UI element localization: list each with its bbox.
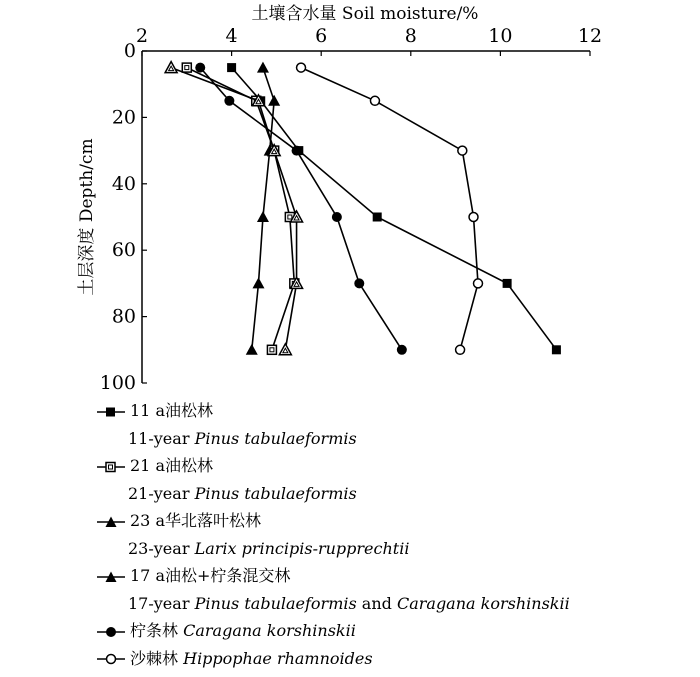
data-point-s5-30 bbox=[292, 146, 302, 156]
legend-entry-en-s4 bbox=[96, 590, 696, 618]
data-point-s1-70 bbox=[503, 279, 512, 288]
data-point-s6-50 bbox=[469, 213, 478, 222]
legend-label-en-lead-s3: 23-year bbox=[128, 538, 190, 558]
data-point-s1-90 bbox=[552, 345, 561, 354]
legend-label-cn-s4: 17 a油松+柠条混交林 bbox=[130, 566, 291, 585]
legend-entry-en-s2 bbox=[96, 480, 696, 508]
y-tick-label: 0 bbox=[123, 40, 136, 62]
legend-label-en-lead-s1: 11-year bbox=[128, 428, 190, 448]
data-point-s3-90 bbox=[246, 344, 258, 355]
y-tick-label: 60 bbox=[111, 239, 136, 262]
y-tick-label: 100 bbox=[99, 372, 136, 394]
legend-entry-s2 bbox=[96, 452, 696, 480]
legend-entry-s4 bbox=[96, 562, 696, 590]
legend-label-cn-s3: 23 a华北落叶松林 bbox=[130, 511, 261, 530]
y-axis-title: 土层深度 Depth/cm bbox=[77, 138, 97, 296]
legend-marker-s2 bbox=[96, 460, 126, 474]
data-point-s6-90 bbox=[456, 345, 465, 354]
series-line-s6 bbox=[301, 68, 478, 350]
legend-label-cn-s5: 柠条林 bbox=[130, 621, 179, 640]
x-tick-label: 6 bbox=[315, 25, 328, 47]
axes bbox=[77, 4, 602, 394]
legend-entry-en-s3 bbox=[96, 535, 696, 563]
series-line-s4 bbox=[171, 68, 296, 350]
legend-entry-s1 bbox=[96, 397, 696, 425]
y-tick-label: 40 bbox=[111, 172, 136, 195]
legend-entry-s6 bbox=[96, 645, 696, 673]
data-point-s3-50 bbox=[257, 211, 269, 222]
data-point-s2-90 bbox=[267, 345, 276, 354]
data-point-s1-50 bbox=[373, 213, 382, 222]
x-tick-label: 10 bbox=[488, 25, 513, 47]
data-point-s3-15 bbox=[268, 95, 280, 106]
data-point-s2-5 bbox=[182, 63, 191, 72]
series-s2 bbox=[182, 63, 299, 354]
x-tick-label: 2 bbox=[135, 25, 149, 47]
legend-label-en-italic-s6: Hippophae rhamnoides bbox=[183, 648, 373, 668]
data-point-s2-5-outer bbox=[182, 63, 191, 72]
legend-label-en-italic-s1: Pinus tabulaeformis bbox=[194, 428, 357, 448]
legend-entry-s5 bbox=[96, 617, 696, 645]
data-point-s6-30 bbox=[458, 146, 467, 155]
legend-label-en-italic-s3: Larix principis-rupprechtii bbox=[194, 538, 410, 558]
legend-label-cn-s6: 沙棘林 bbox=[130, 648, 179, 668]
series-s6 bbox=[297, 63, 483, 354]
legend-label-en-italic-s4: Pinus tabulaeformis bbox=[194, 593, 357, 613]
data-point-s2-90-outer bbox=[267, 345, 276, 354]
legend-entry-en-s1 bbox=[96, 425, 696, 453]
legend-marker-s5 bbox=[96, 625, 126, 639]
series-s4 bbox=[165, 62, 302, 355]
x-axis-title: 土壤含水量 Soil moisture/% bbox=[251, 4, 479, 24]
data-point-s1-5 bbox=[227, 63, 236, 72]
data-point-s5-90 bbox=[397, 345, 407, 355]
legend-entry-s3 bbox=[96, 507, 696, 535]
y-tick-label: 80 bbox=[111, 305, 136, 328]
data-point-s5-15 bbox=[224, 96, 234, 106]
data-point-s4-90 bbox=[279, 344, 291, 355]
series-s1 bbox=[227, 63, 561, 354]
data-point-s6-5 bbox=[297, 63, 306, 72]
legend-marker-s3 bbox=[96, 515, 126, 529]
legend-label-en-italic-s5: Caragana korshinskii bbox=[183, 621, 356, 640]
data-point-s4-5 bbox=[165, 62, 177, 73]
legend-label-en-italic2-s4: Caragana korshinskii bbox=[396, 593, 570, 613]
legend-marker-s1 bbox=[96, 405, 126, 419]
legend-label-cn-s2: 21 a油松林 bbox=[130, 456, 213, 475]
series-line-s5 bbox=[200, 68, 402, 350]
series-line-s3 bbox=[252, 68, 274, 350]
y-tick-label: 20 bbox=[111, 106, 136, 129]
x-tick-label: 8 bbox=[404, 25, 417, 47]
legend-label-en-italic-s2: Pinus tabulaeformis bbox=[194, 483, 357, 503]
legend-marker-s4 bbox=[96, 570, 126, 584]
legend-label-en-lead-s4: 17-year bbox=[128, 593, 190, 613]
data-point-s3-5 bbox=[257, 62, 269, 73]
legend bbox=[96, 397, 696, 672]
legend-label-cn-s1: 11 a油松林 bbox=[130, 401, 213, 420]
data-point-s5-70 bbox=[354, 278, 364, 288]
data-point-s3-70 bbox=[252, 277, 264, 288]
data-point-s6-70 bbox=[474, 279, 483, 288]
series-layer bbox=[165, 62, 561, 355]
x-tick-label: 12 bbox=[577, 25, 603, 47]
series-line-s1 bbox=[232, 68, 557, 350]
legend-label-en-mid-s4: and bbox=[356, 593, 397, 613]
legend-label-en-lead-s2: 21-year bbox=[128, 483, 190, 503]
x-tick-label: 4 bbox=[225, 25, 238, 47]
data-point-s5-50 bbox=[332, 212, 342, 222]
series-s5 bbox=[195, 63, 407, 355]
data-point-s5-5 bbox=[195, 63, 205, 73]
legend-marker-s6 bbox=[96, 652, 126, 666]
data-point-s6-15 bbox=[370, 96, 379, 105]
